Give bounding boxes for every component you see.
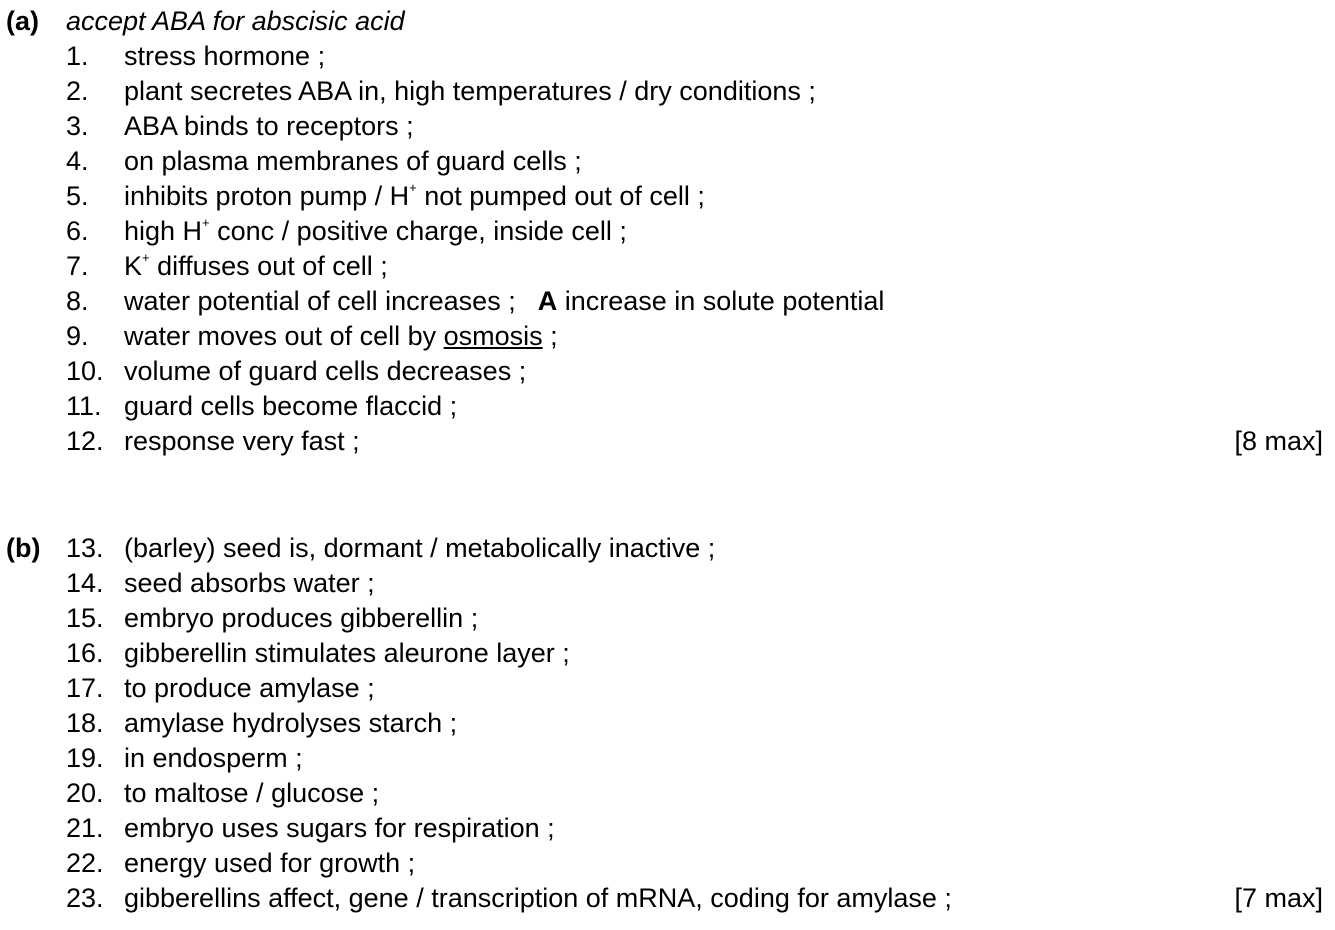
part-a-max-marks: [8 max]: [1234, 426, 1323, 456]
item-text-post: conc / positive charge, inside cell ;: [209, 216, 627, 246]
item-number: 11.: [66, 391, 102, 421]
item-number: 12.: [66, 426, 104, 456]
item-text-post: not pumped out of cell ;: [416, 181, 705, 211]
item-text: gibberellins affect, gene / transcription of mRNA, coding for amylase ;: [124, 883, 952, 913]
item-text: seed absorbs water ;: [124, 568, 375, 598]
item-text-pre: K: [124, 251, 143, 281]
part-a-intro: accept ABA for abscisic acid: [66, 6, 405, 36]
item-number: 16.: [66, 638, 104, 668]
item-number: 15.: [66, 603, 104, 633]
part-a-label: (a): [6, 6, 39, 36]
item-text-post: ;: [542, 321, 558, 351]
superscript-plus: +: [409, 180, 417, 195]
item-text: in endosperm ;: [124, 743, 303, 773]
item-text: energy used for growth ;: [124, 848, 416, 878]
item-text: [124, 214, 627, 249]
item-number: 21.: [66, 813, 104, 843]
item-text: gibberellin stimulates aleurone layer ;: [124, 638, 570, 668]
item-number: 1.: [66, 41, 89, 71]
item-number: 23.: [66, 883, 104, 913]
item-text: response very fast ;: [124, 426, 360, 456]
item-text-post: diffuses out of cell ;: [149, 251, 388, 281]
item-text: on plasma membranes of guard cells ;: [124, 146, 582, 176]
superscript-plus: +: [202, 215, 210, 230]
item-text: to produce amylase ;: [124, 673, 375, 703]
item-text: ABA binds to receptors ;: [124, 111, 414, 141]
item-number: 3.: [66, 111, 89, 141]
item-number: 6.: [66, 216, 89, 246]
item-text-pre: inhibits proton pump / H: [124, 181, 410, 211]
item-number: 5.: [66, 181, 89, 211]
item-number: 18.: [66, 708, 104, 738]
superscript-plus: +: [142, 250, 150, 265]
underlined-term: osmosis: [443, 321, 543, 351]
item-number: 19.: [66, 743, 104, 773]
item-text: [124, 179, 705, 214]
item-number: 20.: [66, 778, 104, 808]
accept-note: increase in solute potential: [557, 286, 885, 316]
item-number: 10.: [66, 356, 104, 386]
item-number: 22.: [66, 848, 104, 878]
item-text: volume of guard cells decreases ;: [124, 356, 527, 386]
accept-marker: A: [537, 286, 558, 316]
item-text: to maltose / glucose ;: [124, 778, 380, 808]
part-b-label: (b): [6, 533, 41, 563]
item-text: [124, 284, 884, 319]
item-text-pre: water moves out of cell by: [124, 321, 444, 351]
item-number: 9.: [66, 321, 89, 351]
item-text: (barley) seed is, dormant / metabolically inactive ;: [124, 533, 716, 563]
item-number: 7.: [66, 251, 89, 281]
item-text: [124, 319, 558, 354]
item-text: [124, 249, 388, 284]
item-text-pre: high H: [124, 216, 203, 246]
item-number: 8.: [66, 286, 89, 316]
item-number: 4.: [66, 146, 89, 176]
item-text: amylase hydrolyses starch ;: [124, 708, 458, 738]
item-number: 2.: [66, 76, 89, 106]
item-text: guard cells become flaccid ;: [124, 391, 458, 421]
item-text: embryo uses sugars for respiration ;: [124, 813, 555, 843]
item-text: plant secretes ABA in, high temperatures / dry conditions ;: [124, 76, 816, 106]
item-number: 14.: [66, 568, 104, 598]
item-text: stress hormone ;: [124, 41, 326, 71]
item-number: 17.: [66, 673, 104, 703]
item-text-main: water potential of cell increases ;: [124, 286, 516, 316]
item-number: 13.: [66, 533, 104, 563]
item-text: embryo produces gibberellin ;: [124, 603, 479, 633]
part-b-max-marks: [7 max]: [1234, 883, 1323, 913]
